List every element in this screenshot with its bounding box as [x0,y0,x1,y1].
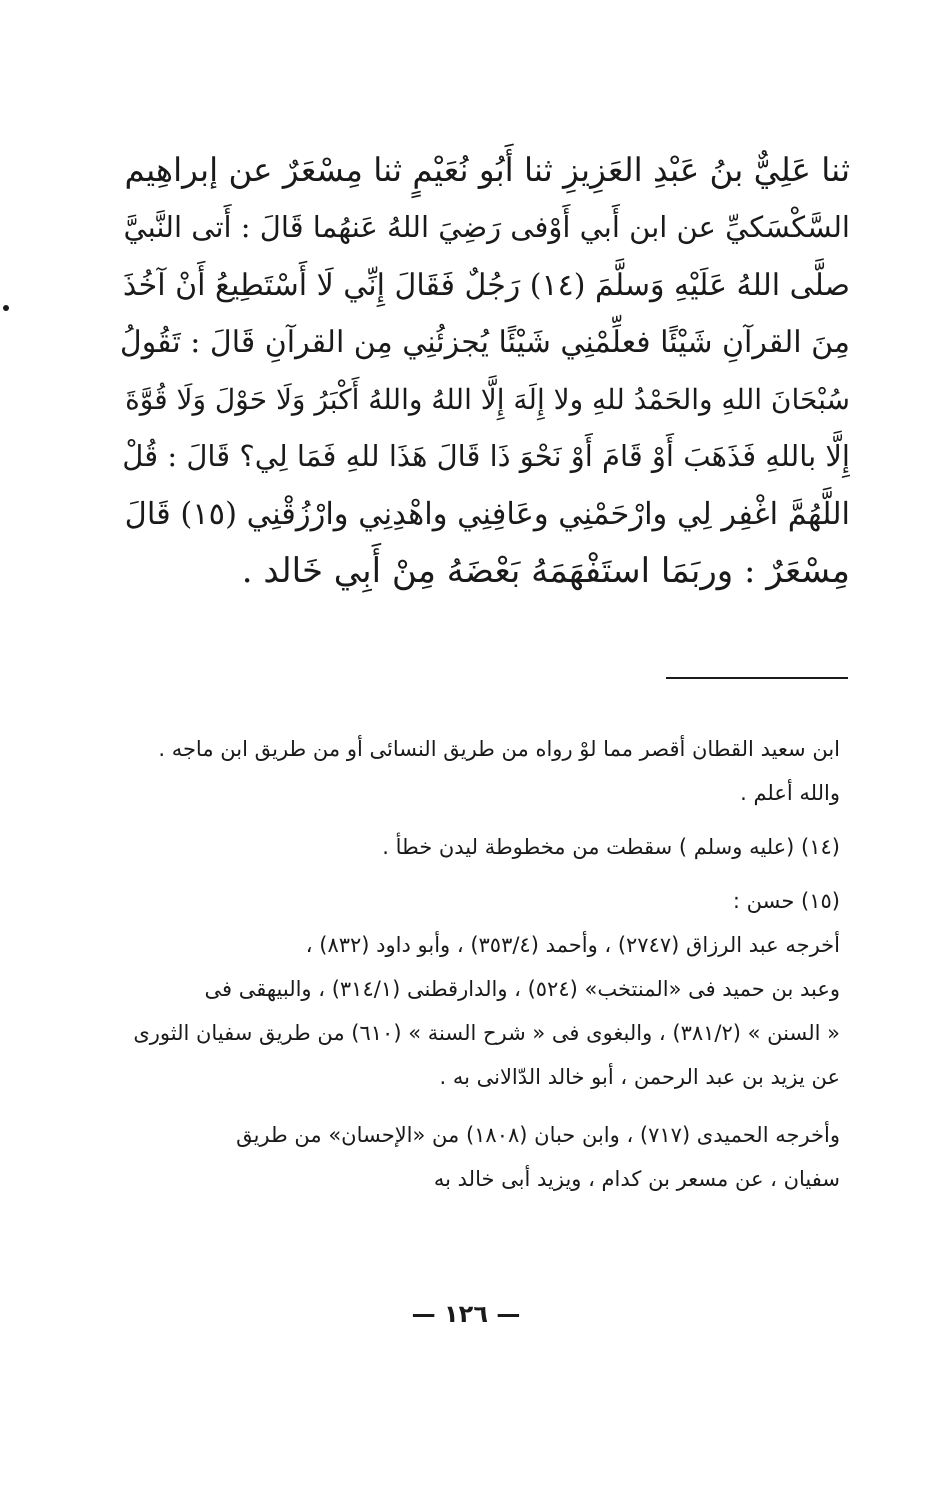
footnotes [100,727,840,1201]
margin-mark [3,305,9,311]
text-line: مِنَ القرآنِ شَيْئًا فعلِّمْنِي شَيْئًا يُجزئُنِي مِن القرآنِ قَالَ : تَقُولُ [119,324,850,360]
footnote-continuation-line: والله أعلم . [740,781,840,805]
text-line: سُبْحَانَ اللهِ والحَمْدُ للهِ ولا إِلَهَ إِلَّا اللهُ واللهُ أَكْبَرُ وَلَا حَوْلَ وَلَا قُوَّةَ [125,383,850,417]
hadith-text [118,142,850,600]
footnote-15-line: « السنن » (٣٨١/٢) ، والبغوى فى « شرح السنة » (٦١٠) من طريق سفيان الثورى [133,1021,840,1045]
page-number: — ١٢٦ — [411,1300,521,1328]
text-line: صلَّى اللهُ عَلَيْهِ وَسلَّمَ (١٤) رَجُلٌ فَقَالَ إِنِّي لَا أَسْتَطِيعُ أَنْ آخُذَ [122,267,850,303]
footnote-15-line: وعبد بن حميد فى «المنتخب» (٥٢٤) ، والدارقطنى (٣١٤/١) ، والبيهقى فى [204,977,840,1001]
text-line: مِسْعَرٌ : وربَمَا استَفْهَمَهُ بَعْضَهُ مِنْ أَبِي خَالد . [241,551,850,592]
footnote-separator [666,677,848,679]
text-line: السَّكْسَكيِّ عن ابن أَبي أَوْفى رَضِيَ اللهُ عَنهُما قَالَ : أَتى النَّبيَّ [123,210,850,245]
footnote-15-line: سفيان ، عن مسعر بن كدام ، ويزيد أبى خالد به [433,1167,840,1191]
footnote-15-line: أخرجه عبد الرزاق (٢٧٤٧) ، وأحمد (٣٥٣/٤) ، وأبو داود (٨٣٢) ، [305,933,840,957]
footnote-15-line: عن يزيد بن عبد الرحمن ، أبو خالد الدّالانى به . [439,1065,840,1089]
text-line: اللَّهُمَّ اغْفِر لِي وارْحَمْنِي وعَافِنِي واهْدِنِي وارْزُقْنِي (١٥) قَالَ [124,496,850,532]
text-line: ثنا عَلِيٌّ بنُ عَبْدِ العَزِيزِ ثنا أَبُو نُعَيْمٍ ثنا مِسْعَرٌ عن إبراهِيم [124,151,850,189]
footnote-continuation-line: ابن سعيد القطان أقصر مما لوْ رواه من طريق النسائى أو من طريق ابن ماجه . [158,737,840,761]
footnote-15-heading: (١٥) حسن : [732,889,840,913]
text-line: إِلَّا باللهِ فَذَهَبَ أَوْ قَامَ أَوْ نَحْوَ ذَا قَالَ هَذَا للهِ فَمَا لِي؟ قَالَ : قُلْ [122,439,850,474]
footnote-14: (١٤) (عليه وسلم ) سقطت من مخطوطة ليدن خطأ . [382,835,840,859]
footnote-15-line: وأخرجه الحميدى (٧١٧) ، وابن حبان (١٨٠٨) من «الإحسان» من طريق [236,1123,840,1147]
